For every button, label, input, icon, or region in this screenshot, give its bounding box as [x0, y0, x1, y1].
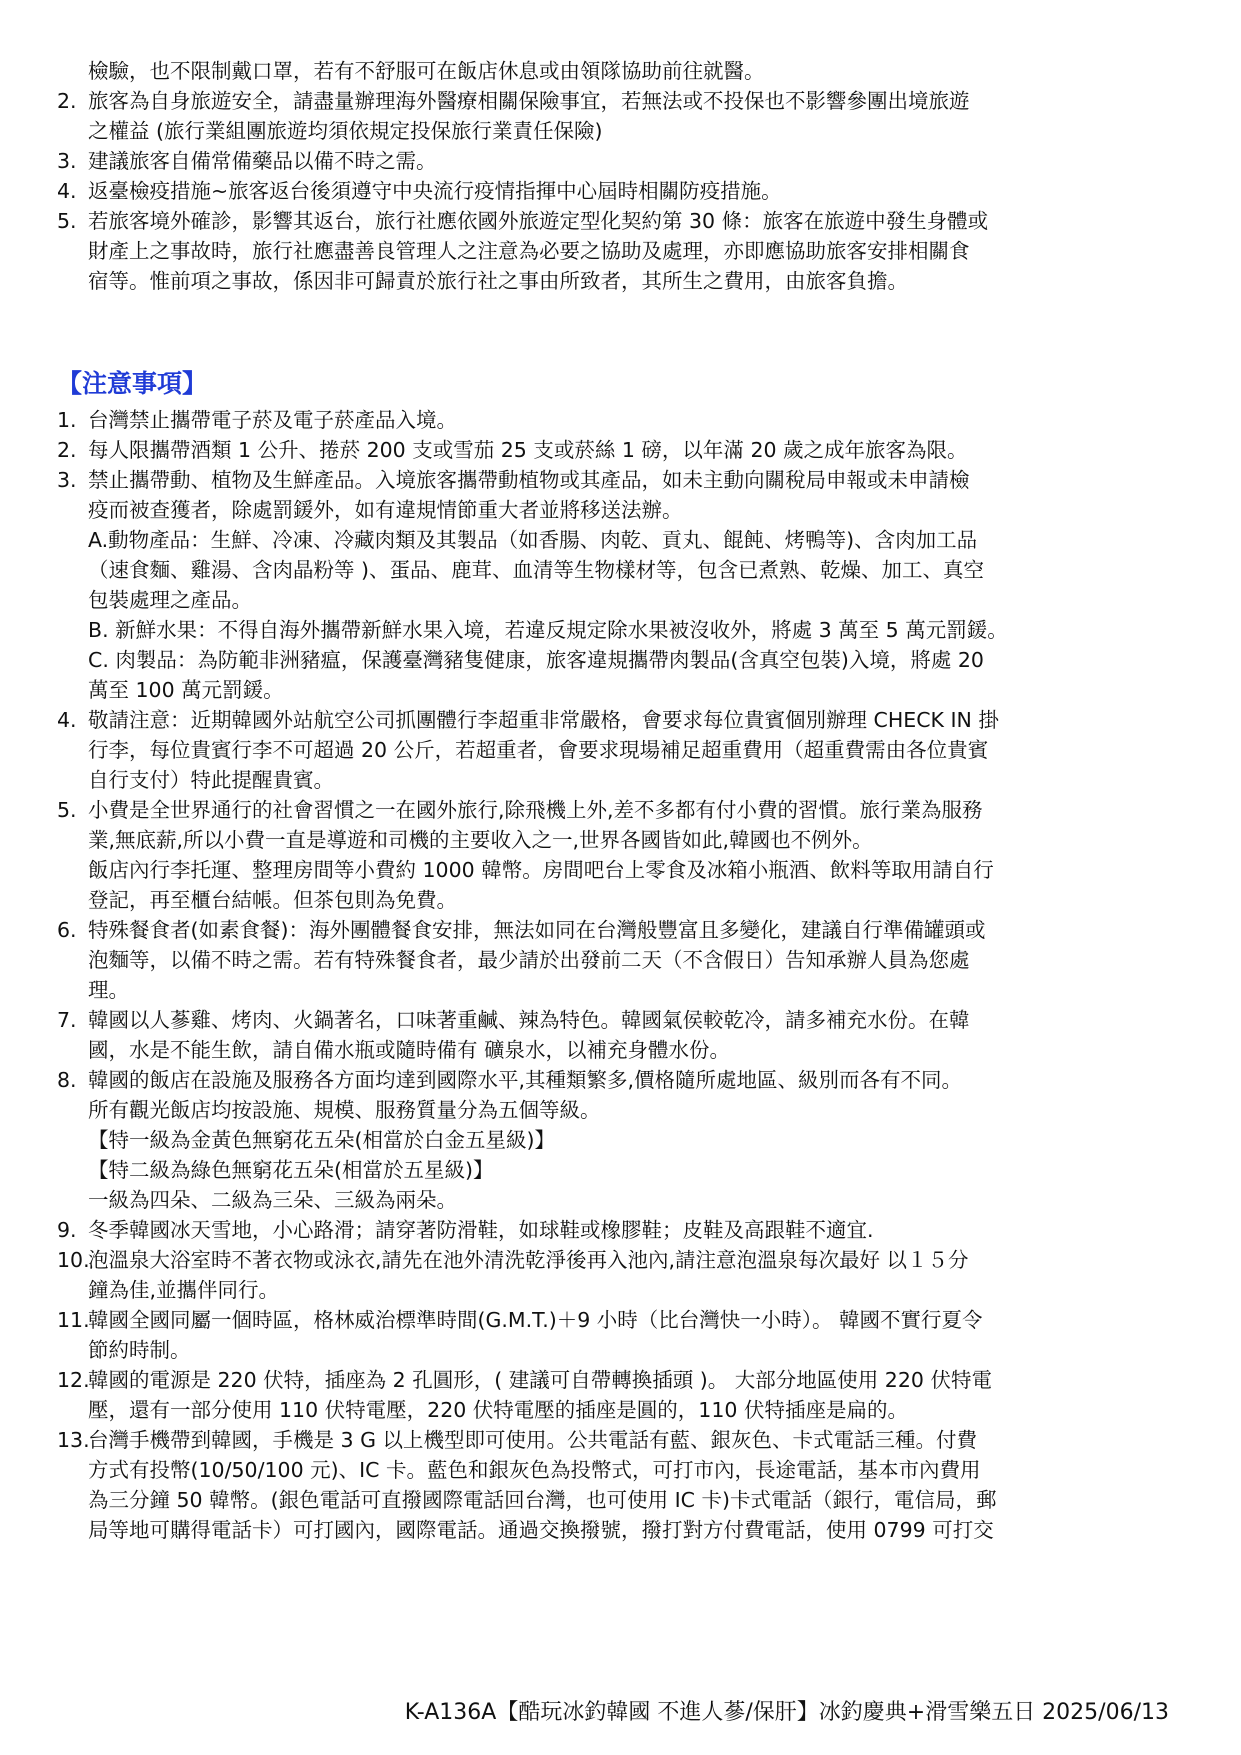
- list-item-line: 局等地可購得電話卡）可打國內，國際電話。通過交換撥號，撥打對方付費電話，使用 0799 可打交: [88, 1518, 994, 1542]
- list-item-line: 疫而被查獲者，除處罰鍰外，如有違規情節重大者並將移送法辦。: [88, 498, 683, 522]
- list-item-line: 韓國以人蔘雞、烤肉、火鍋著名，口味著重鹹、辣為特色。韓國氣侯較乾冷，請多補充水份。在韓: [88, 1008, 970, 1032]
- list-item-line: 理。: [88, 978, 129, 1002]
- list-item-line: 每人限攜帶酒類 1 公升、捲菸 200 支或雪茄 25 支或菸絲 1 磅，以年滿 20 歲之成年旅客為限。: [88, 438, 968, 462]
- list-item-number: 13.: [57, 1428, 90, 1452]
- list-item-line: （速食麵、雞湯、含肉晶粉等 )、蛋品、鹿茸、血清等生物樣材等，包含已煮熟、乾燥、加工、真空: [88, 558, 985, 582]
- list-item-line: 敬請注意：近期韓國外站航空公司抓團體行李超重非常嚴格，會要求每位貴賓個別辦理 CHECK IN 掛: [88, 708, 999, 732]
- list-item-line: 旅客為自身旅遊安全，請盡量辦理海外醫療相關保險事宜，若無法或不投保也不影響參團出境旅遊: [88, 89, 970, 113]
- list-item-line: 韓國全國同屬一個時區，格林威治標準時間(G.M.T.)＋9 小時（比台灣快一小時）。 韓國不實行夏令: [88, 1308, 983, 1332]
- list-item-line: 為三分鐘 50 韓幣。(銀色電話可直撥國際電話回台灣，也可使用 IC 卡)卡式電話（銀行，電信局，郵: [88, 1488, 997, 1512]
- list-item-number: 8.: [57, 1068, 77, 1092]
- list-item-line: 若旅客境外確診，影響其返台，旅行社應依國外旅遊定型化契約第 30 條：旅客在旅遊中發生身體或: [88, 209, 989, 233]
- list-item-number: 11.: [57, 1308, 90, 1332]
- list-item-number: 5.: [57, 209, 77, 233]
- list-item-line: 方式有投幣(10/50/100 元)、IC 卡。藍色和銀灰色為投幣式，可打市內，長途電話，基本市內費用: [88, 1458, 981, 1482]
- list-item-number: 12.: [57, 1368, 90, 1392]
- list-item-line: 所有觀光飯店均按設施、規模、服務質量分為五個等級。: [88, 1098, 601, 1122]
- list-item-line: C. 肉製品：為防範非洲豬瘟，保護臺灣豬隻健康，旅客違規攜帶肉製品(含真空包裝)入境，將處 20: [88, 648, 984, 672]
- list-item-line: 韓國的電源是 220 伏特，插座為 2 孔圓形，( 建議可自帶轉換插頭 )。 大部分地區使用 220 伏特電: [88, 1368, 992, 1392]
- list-item-line: 宿等。惟前項之事故，係因非可歸責於旅行社之事由所致者，其所生之費用，由旅客負擔。: [88, 269, 908, 293]
- list-item-number: 2.: [57, 438, 77, 462]
- list-item-line: 建議旅客自備常備藥品以備不時之需。: [88, 149, 437, 173]
- list-item-line: 業,無底薪,所以小費一直是導遊和司機的主要收入之一,世界各國皆如此,韓國也不例外。: [88, 828, 873, 852]
- list-item-line: 行李，每位貴賓行李不可超過 20 公斤，若超重者，會要求現場補足超重費用（超重費需由各位貴賓: [88, 738, 989, 762]
- list-item-line: 一級為四朵、二級為三朵、三級為兩朵。: [88, 1188, 457, 1212]
- list-item-line: 國，水是不能生飲，請自備水瓶或隨時備有 礦泉水，以補充身體水份。: [88, 1038, 731, 1062]
- list-item-number: 7.: [57, 1008, 77, 1032]
- list-item-line: 冬季韓國冰天雪地，小心路滑；請穿著防滑鞋，如球鞋或橡膠鞋；皮鞋及高跟鞋不適宜.: [88, 1218, 874, 1242]
- list-item-number: 10.: [57, 1248, 90, 1272]
- list-item-number: 1.: [57, 408, 77, 432]
- list-item-line: 泡溫泉大浴室時不著衣物或泳衣,請先在池外清洗乾淨後再入池內,請注意泡溫泉每次最好 以１５分: [88, 1248, 969, 1272]
- list-item-number: 3.: [57, 468, 77, 492]
- list-item-number: 6.: [57, 918, 77, 942]
- list-item-line: 【特一級為金黃色無窮花五朵(相當於白金五星級)】: [88, 1128, 555, 1152]
- list-item-line: 登記，再至櫃台結帳。但茶包則為免費。: [88, 888, 457, 912]
- paragraph-line: 檢驗，也不限制戴口罩，若有不舒服可在飯店休息或由領隊協助前往就醫。: [88, 59, 765, 83]
- list-item-line: 台灣手機帶到韓國，手機是 3 G 以上機型即可使用。公共電話有藍、銀灰色、卡式電話三種。付費: [88, 1428, 977, 1452]
- list-item-line: B. 新鮮水果：不得自海外攜帶新鮮水果入境，若違反規定除水果被沒收外，將處 3 萬至 5 萬元罰鍰。: [88, 618, 1008, 642]
- list-item-line: 壓，還有一部分使用 110 伏特電壓，220 伏特電壓的插座是圓的，110 伏特插座是扁的。: [88, 1398, 908, 1422]
- list-item-line: 台灣禁止攜帶電子菸及電子菸產品入境。: [88, 408, 457, 432]
- list-item-line: 財產上之事故時，旅行社應盡善良管理人之注意為必要之協助及處理，亦即應協助旅客安排相關食: [88, 239, 970, 263]
- list-item-line: 萬至 100 萬元罰鍰。: [88, 678, 284, 702]
- list-item-line: 特殊餐食者(如素食餐)：海外團體餐食安排，無法如同在台灣般豐富且多變化，建議自行準備罐頭或: [88, 918, 986, 942]
- page-footer: K-A136A【酷玩冰釣韓國 不進人蔘/保肝】冰釣慶典+滑雪樂五日 2025/06/13: [404, 1700, 1169, 1725]
- list-item-line: 【特二級為綠色無窮花五朵(相當於五星級)】: [88, 1158, 494, 1182]
- list-item-line: 禁止攜帶動、植物及生鮮產品。入境旅客攜帶動植物或其產品，如未主動向關稅局申報或未申請檢: [88, 468, 970, 492]
- list-item-line: 包裝處理之產品。: [88, 588, 252, 612]
- list-item-number: 2.: [57, 89, 77, 113]
- list-item-number: 5.: [57, 798, 77, 822]
- list-item-line: 韓國的飯店在設施及服務各方面均達到國際水平,其種類繁多,價格隨所處地區、級別而各有不同。: [88, 1068, 963, 1092]
- list-item-line: 自行支付）特此提醒貴賓。: [88, 768, 334, 792]
- list-item-line: 泡麵等，以備不時之需。若有特殊餐食者，最少請於出發前二天（不含假日）告知承辦人員為您處: [88, 948, 970, 972]
- list-item-line: 返臺檢疫措施~旅客返台後須遵守中央流行疫情指揮中心屆時相關防疫措施。: [88, 179, 782, 203]
- list-item-number: 4.: [57, 708, 77, 732]
- list-item-line: 飯店內行李托運、整理房間等小費約 1000 韓幣。房間吧台上零食及冰箱小瓶酒、飲料等取用請自行: [88, 858, 994, 882]
- list-item-line: 節約時制。: [88, 1338, 191, 1362]
- section-heading-notes: 【注意事項】: [57, 369, 208, 398]
- list-item-number: 9.: [57, 1218, 77, 1242]
- list-item-number: 4.: [57, 179, 77, 203]
- list-item-line: A.動物產品：生鮮、冷凍、冷藏肉類及其製品（如香腸、肉乾、貢丸、餛飩、烤鴨等)、含肉加工品: [88, 528, 978, 552]
- list-item-line: 鐘為佳,並攜伴同行。: [88, 1278, 280, 1302]
- list-item-line: 小費是全世界通行的社會習慣之一在國外旅行,除飛機上外,差不多都有付小費的習慣。旅行業為服務: [88, 798, 983, 822]
- list-item-line: 之權益 (旅行業組團旅遊均須依規定投保旅行業責任保險): [88, 119, 603, 143]
- list-item-number: 3.: [57, 149, 77, 173]
